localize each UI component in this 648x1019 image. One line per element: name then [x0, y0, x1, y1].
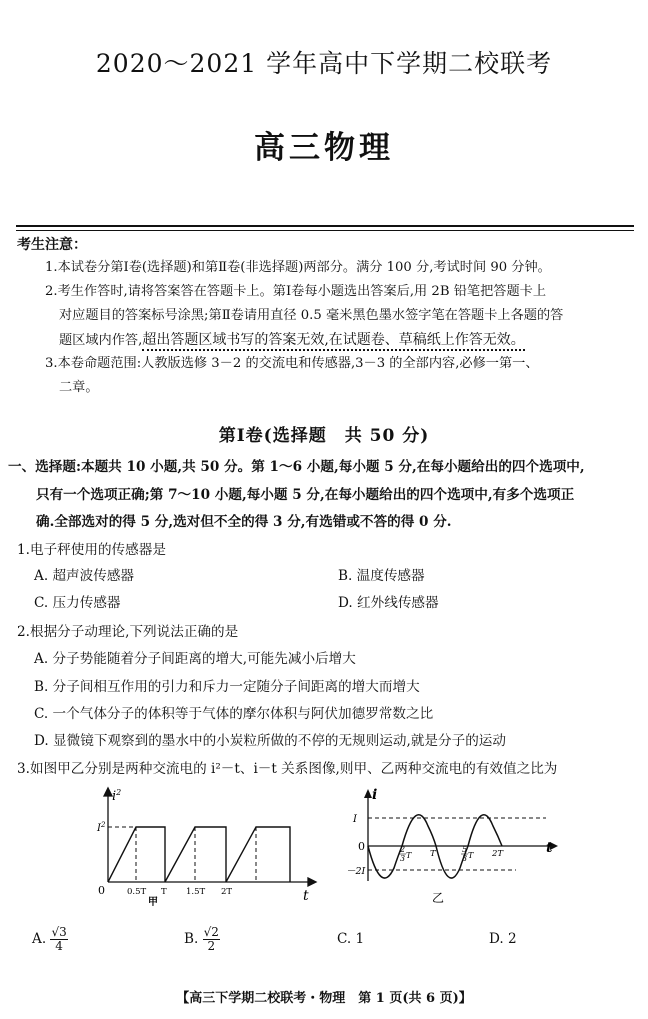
yi-x-tick-1: T [430, 849, 436, 859]
q3-option-a [32, 926, 68, 953]
q3-option-b [184, 926, 220, 953]
yi-x-label: t [546, 840, 553, 856]
q3-option-b-label: B. [184, 931, 199, 947]
q3-option-a-fraction: $\frac{√3}{4}$ [51, 925, 67, 953]
q2-option-a: A. 分子势能随着分子间距离的增大,可能先减小后增大 [34, 651, 356, 667]
svg-text:2: 2 [400, 845, 406, 854]
notice-item-2-line-3 [59, 328, 525, 353]
yi-frac-tick-1 [399, 845, 412, 863]
jia-caption: 甲 [148, 897, 158, 906]
q2-option-c: C. 一个气体分子的体积等于气体的摩尔体积与阿伏加德罗常数之比 [34, 706, 434, 722]
svg-text:T: T [406, 851, 412, 860]
jia-x-tick-3: 1.5T [186, 887, 206, 897]
jia-origin: 0 [98, 884, 105, 897]
svg-text:T: T [468, 851, 474, 860]
q2-option-d: D. 显微镜下观察到的墨水中的小炭粒所做的不停的无规则运动,就是分子的运动 [34, 733, 506, 749]
q3-option-b-fraction: $\frac{√2}{2}$ [203, 925, 219, 953]
jia-y-label: $i^2$ [112, 788, 122, 804]
jia-x-label: t [303, 888, 309, 904]
jia-y-tick: $I^2$ [97, 821, 106, 834]
yi-origin: 0 [358, 840, 365, 853]
section-intro-line-3: 确.全部选对的得 5 分,选对但不全的得 3 分,有选错或不答的得 0 分. [36, 514, 452, 530]
svg-text:3: 3 [400, 854, 406, 863]
yi-x-tick-2: 2T [492, 849, 504, 859]
yi-caption: 乙 [432, 891, 445, 905]
q3-option-d: D. 2 [489, 931, 517, 947]
page-footer: 【高三下学期二校联考・物理 第 1 页(共 6 页)】 [176, 991, 472, 1006]
exam-title: 2020～2021 学年高中下学期二校联考 [95, 49, 553, 78]
notice-item-2-line-1: 2.考生作答时,请将答案答在答题卡上。第Ⅰ卷每小题选出答案后,用 2B 铅笔把答题卡上 [45, 284, 547, 299]
q2-stem: 2.根据分子动理论,下列说法正确的是 [17, 624, 239, 640]
jia-curve [108, 827, 290, 882]
figure-jia [90, 786, 320, 906]
q1-stem: 1.电子秤使用的传感器是 [17, 542, 166, 558]
divider-thin [16, 230, 634, 231]
yi-y-bottom: －2I [346, 866, 366, 877]
svg-text:3: 3 [462, 854, 468, 863]
yi-y-label: i [372, 787, 378, 803]
yi-y-top: I [353, 814, 357, 825]
jia-x-tick-1: 0.5T [127, 887, 147, 897]
q1-option-d: D. 红外线传感器 [338, 595, 439, 611]
notice-heading: 考生注意： [17, 237, 87, 253]
notice-item-3-line-1: 3.本卷命题范围:人教版选修 3－2 的交流电和传感器,3－3 的全部内容,必修一第一、 [45, 356, 539, 371]
notice-item-2-line-3a: 题区域内作答, [59, 333, 143, 348]
notice-emphasis: 超出答题区域书写的答案无效,在试题卷、草稿纸上作答无效。 [142, 332, 524, 351]
q1-option-c: C. 压力传感器 [34, 595, 121, 611]
jia-y-arrow [104, 788, 112, 796]
yi-y-arrow [364, 789, 372, 798]
section-intro-line-2: 只有一个选项正确;第 7～10 小题,每小题 5 分,在每小题给出的四个选项中,有多个选项正 [36, 487, 575, 503]
figure-yi [346, 786, 566, 910]
q1-option-b: B. 温度传感器 [338, 568, 425, 584]
q3-option-c: C. 1 [337, 931, 365, 947]
section-intro-line-1: 一、选择题:本题共 10 小题,共 50 分。第 1～6 小题,每小题 5 分,在每小题给出的四个选项中, [8, 459, 585, 475]
notice-item-3-line-2: 二章。 [59, 380, 99, 395]
q1-option-a: A. 超声波传感器 [34, 568, 135, 584]
divider-thick [16, 225, 634, 227]
jia-x-tick-4: 2T [221, 887, 233, 897]
q2-option-b: B. 分子间相互作用的引力和斥力一定随分子间距离的增大而增大 [34, 679, 420, 695]
svg-text:5: 5 [462, 845, 468, 854]
jia-x-arrow [308, 878, 316, 886]
q3-option-a-label: A. [32, 931, 47, 947]
section-title: 第Ⅰ卷(选择题 共 50 分) [218, 426, 430, 446]
subject-title: 高三物理 [254, 130, 394, 166]
jia-x-tick-2: T [161, 887, 167, 897]
notice-item-1: 1.本试卷分第Ⅰ卷(选择题)和第Ⅱ卷(非选择题)两部分。满分 100 分,考试时间 90 分钟。 [45, 260, 551, 275]
q3-stem: 3.如图甲乙分别是两种交流电的 i²－t、i－t 关系图像,则甲、乙两种交流电的有效值之比为 [17, 761, 558, 777]
notice-item-2-line-2: 对应题目的答案标号涂黑;第Ⅱ卷请用直径 0.5 毫米黑色墨水签字笔在答题卡上各题的答 [59, 308, 564, 323]
